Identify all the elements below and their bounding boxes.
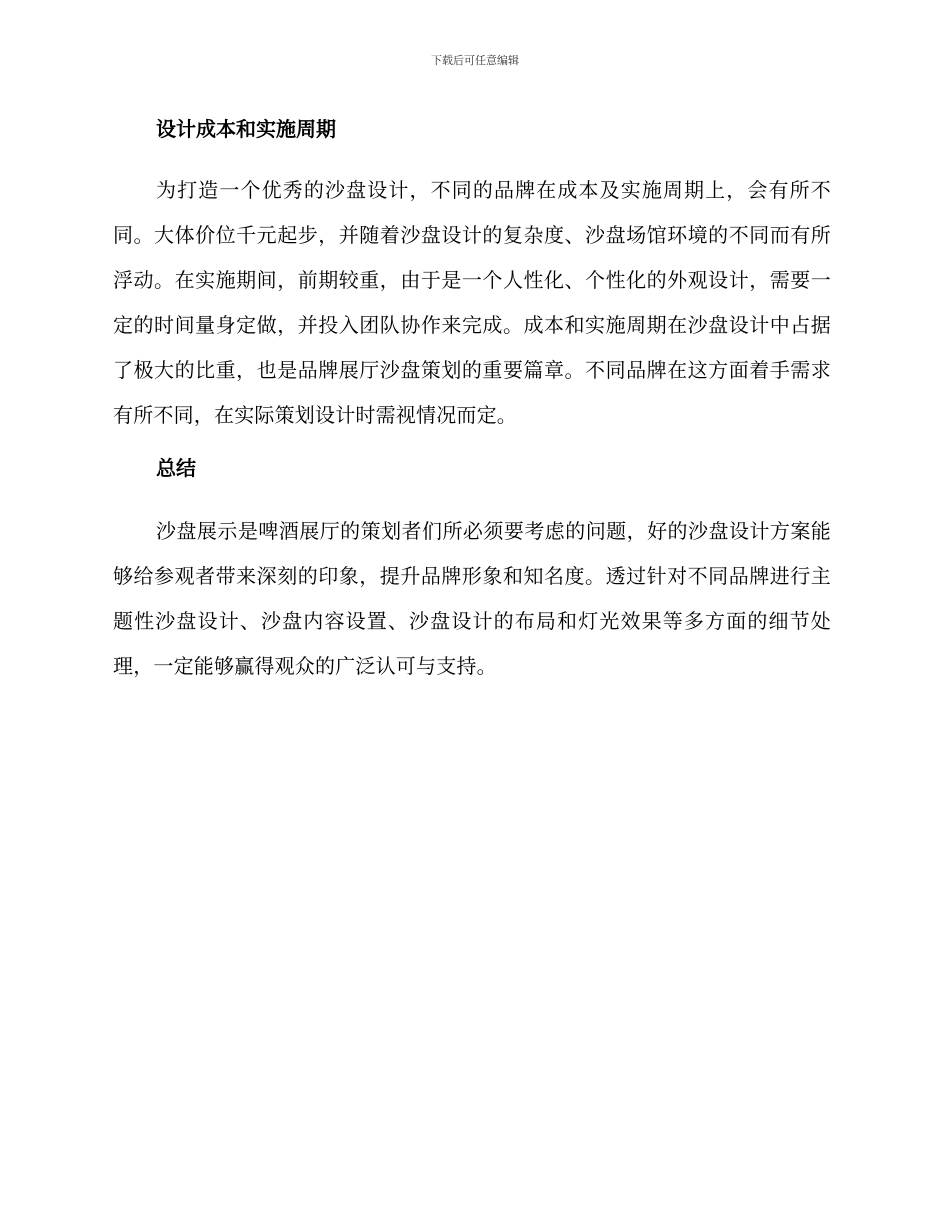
page-header: 下载后可任意编辑 xyxy=(431,54,519,67)
section-title-summary: 总结 xyxy=(156,456,196,480)
section-paragraph-summary: 沙盘展示是啤酒展厅的策划者们所必须要考虑的问题，好的沙盘设计方案能够给参观者带来深刻的印象，提升品牌形象和知名度。透过针对不同品牌进行主题性沙盘设计、沙盘内容设置、沙盘设计的布局和灯光效果等多方面的细节处理，一定能够赢得观众的广泛认可与支持。 xyxy=(113,519,831,678)
document-body xyxy=(113,113,831,689)
section-title-cost-and-schedule: 设计成本和实施周期 xyxy=(156,117,336,141)
section-paragraph-cost-and-schedule: 为打造一个优秀的沙盘设计，不同的品牌在成本及实施周期上，会有所不同。大体价位千元起步，并随着沙盘设计的复杂度、沙盘场馆环境的不同而有所浮动。在实施期间，前期较重，由于是一个人性化、个性化的外观设计，需要一定的时间量身定做，并投入团队协作来完成。成本和实施周期在沙盘设计中占据了极大的比重，也是品牌展厅沙盘策划的重要篇章。不同品牌在这方面着手需求有所不同，在实际策划设计时需视情况而定。 xyxy=(113,178,831,427)
